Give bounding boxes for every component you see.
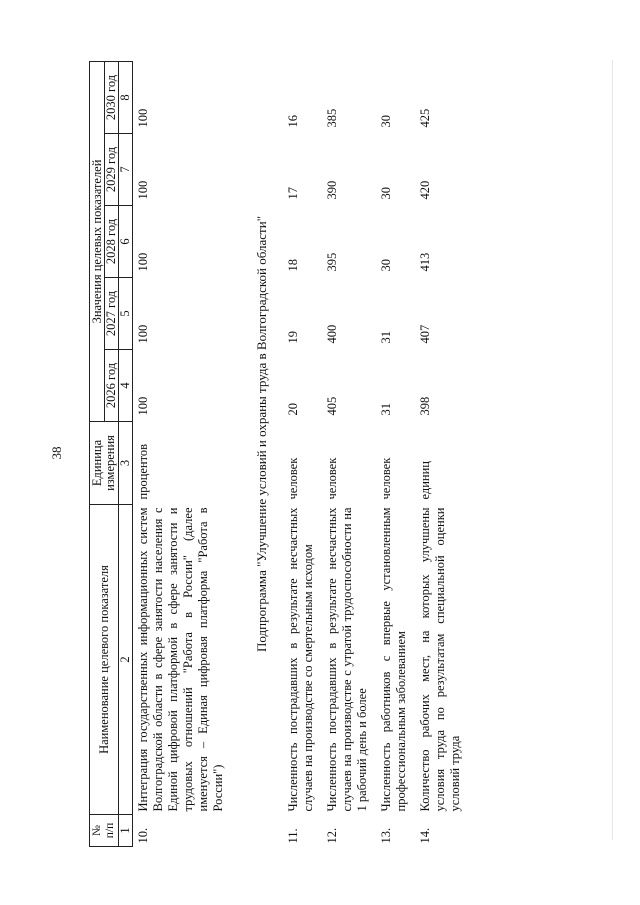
header-year: 2026 год — [105, 350, 119, 422]
row-number: 14. — [418, 827, 432, 844]
target-indicators-table — [89, 61, 469, 847]
column-number: 6 — [119, 206, 133, 278]
value-2029: 390 — [325, 180, 339, 200]
value-2027: 400 — [325, 324, 339, 344]
table-row — [133, 61, 233, 846]
value-2030: 100 — [136, 108, 150, 128]
column-number: 8 — [119, 61, 133, 133]
indicator-unit: единиц — [418, 460, 432, 500]
indicator-unit: человек — [325, 457, 339, 500]
table-row — [283, 61, 322, 846]
row-number: 10. — [136, 827, 150, 844]
header-year: 2030 год — [105, 61, 119, 133]
column-number: 5 — [119, 278, 133, 350]
table-row — [376, 61, 415, 846]
page-number: 38 — [49, 446, 64, 460]
subprogram-title: Подпрограмма "Улучшение условий и охраны труда в Волгоградской области" — [254, 215, 269, 652]
indicator-name: Численность работников с впервые установленным профессиональным заболеванием — [379, 507, 408, 812]
header-year: 2028 год — [105, 206, 119, 278]
table-row — [322, 61, 376, 846]
indicator-name: Интеграция государственных информационных систем Волгоградской области в сфере занятости населения с Единой цифровой платформой в сфере занятости и трудовых отношений "Работа в России" (далее именуется – Единая цифровая платформа "Работа в России") — [136, 507, 225, 812]
value-2029: 100 — [136, 180, 150, 200]
indicator-name: Количество рабочих мест, на которых улучшены условия труда по результатам специальной оценки условий труда — [418, 507, 462, 812]
column-number: 4 — [119, 350, 133, 422]
indicator-unit: процентов — [136, 443, 150, 500]
value-2027: 407 — [418, 324, 432, 344]
value-2028: 30 — [379, 259, 393, 272]
row-number: 13. — [379, 827, 393, 844]
header-values-group: Значения целевых показателей — [90, 61, 105, 421]
value-2027: 100 — [136, 324, 150, 344]
value-2030: 30 — [379, 115, 393, 128]
value-2027: 19 — [286, 331, 300, 344]
value-2026: 20 — [286, 403, 300, 416]
column-number: 3 — [119, 422, 133, 505]
value-2030: 16 — [286, 115, 300, 128]
column-number: 2 — [119, 505, 133, 815]
table-row — [415, 61, 469, 846]
value-2030: 425 — [418, 108, 432, 128]
column-number: 7 — [119, 134, 133, 206]
indicator-name: Численность пострадавших в результате несчастных случаев на производстве со смертельным исходом — [286, 507, 315, 812]
row-number: 11. — [286, 828, 300, 844]
header-year: 2029 год — [105, 134, 119, 206]
row-number: 12. — [325, 827, 339, 844]
value-2028: 18 — [286, 259, 300, 272]
indicator-unit: человек — [379, 457, 393, 500]
scan-edge-divider — [612, 60, 613, 840]
section-row — [232, 61, 283, 846]
value-2029: 420 — [418, 180, 432, 200]
value-2026: 100 — [136, 396, 150, 416]
value-2028: 100 — [136, 252, 150, 272]
value-2030: 385 — [325, 108, 339, 128]
column-number: 1 — [119, 815, 133, 847]
indicator-name: Численность пострадавших в результате несчастных случаев на производстве с утратой трудоспособности на 1 рабочий день и более — [325, 507, 369, 812]
value-2027: 31 — [379, 331, 393, 344]
header-number: № п/п — [90, 815, 119, 847]
indicator-unit: человек — [286, 457, 300, 500]
rotated-table-sheet — [89, 62, 529, 847]
header-unit: Единица измерения — [90, 422, 119, 505]
value-2028: 413 — [418, 252, 432, 272]
value-2029: 30 — [379, 187, 393, 200]
value-2026: 405 — [325, 396, 339, 416]
value-2026: 398 — [418, 396, 432, 416]
value-2028: 395 — [325, 252, 339, 272]
header-year: 2027 год — [105, 278, 119, 350]
header-indicator-name: Наименование целевого показателя — [90, 505, 119, 815]
value-2026: 31 — [379, 403, 393, 416]
value-2029: 17 — [286, 187, 300, 200]
